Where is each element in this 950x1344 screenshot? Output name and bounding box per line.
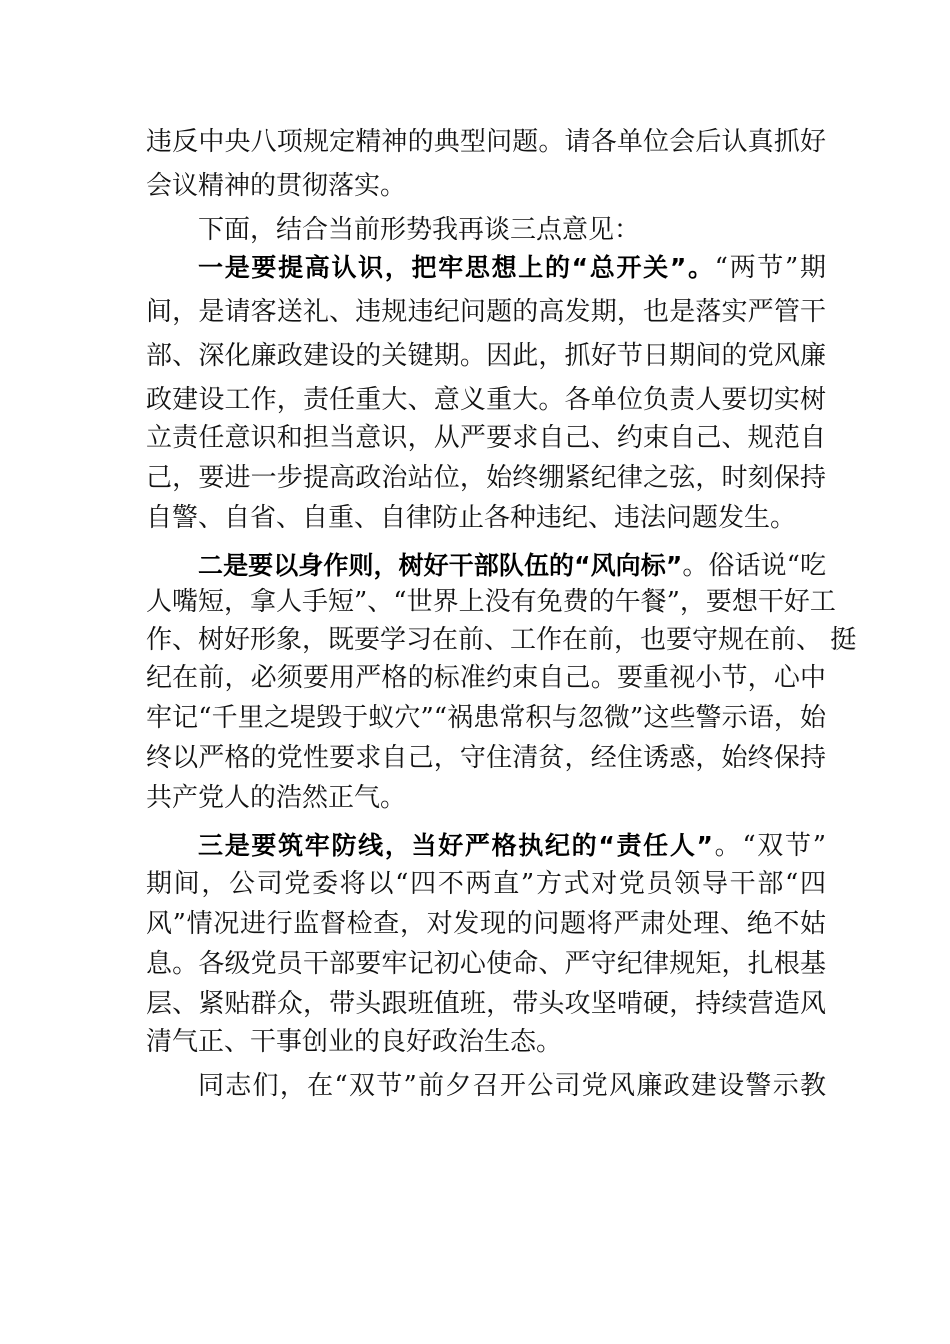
point-three-heading-line bbox=[198, 826, 826, 866]
point-one-heading-line bbox=[198, 248, 826, 288]
text-line: 牢记“千里之堤毁于蚁穴”“祸患常积与忽微”这些警示语，始 bbox=[146, 703, 826, 733]
text-line: 立责任意识和担当意识，从严要求自己、约束自己、规范自 bbox=[146, 423, 826, 453]
text-span: 。“双节” bbox=[712, 831, 826, 861]
text-line: 下面，结合当前形势我再谈三点意见： bbox=[198, 215, 641, 245]
text-span: 。俗话说“吃 bbox=[682, 551, 826, 581]
text-line: 作、树好形象，既要学习在前、工作在前，也要守规在前、 挺 bbox=[146, 625, 857, 655]
point-two-heading-line bbox=[198, 546, 826, 586]
text-line: 部、深化廉政建设的关键期。因此，抓好节日期间的党风廉 bbox=[146, 341, 826, 371]
text-span: “两节”期 bbox=[714, 253, 826, 283]
text-line: 期间，公司党委将以“四不两直”方式对党员领导干部“四 bbox=[146, 869, 826, 899]
text-line: 自警、自省、自重、自律防止各种违纪、违法问题发生。 bbox=[146, 503, 797, 533]
text-line: 风”情况进行监督检查，对发现的问题将严肃处理、绝不姑 bbox=[146, 909, 826, 939]
text-line: 人嘴短，拿人手短”、“世界上没有免费的午餐”，要想干好工 bbox=[146, 587, 836, 617]
text-line: 终以严格的党性要求自己，守住清贫，经住诱惑，始终保持 bbox=[146, 743, 826, 773]
text-line: 同志们，在“双节”前夕召开公司党风廉政建设警示教 bbox=[198, 1071, 826, 1101]
point-one-heading: 一是要提高认识，把牢思想上的“总开关”。 bbox=[198, 253, 715, 282]
text-line: 间，是请客送礼、违规违纪问题的高发期，也是落实严管干 bbox=[146, 297, 826, 327]
text-line: 共产党人的浩然正气。 bbox=[146, 783, 407, 813]
point-two-heading: 二是要以身作则，树好干部队伍的“风向标” bbox=[198, 551, 683, 580]
text-line: 会议精神的贯彻落实。 bbox=[146, 171, 407, 201]
text-line: 纪在前，必须要用严格的标准约束自己。要重视小节，心中 bbox=[146, 663, 826, 693]
text-line: 清气正、干事创业的良好政治生态。 bbox=[146, 1027, 563, 1057]
text-line: 层、紧贴群众，带头跟班值班，带头攻坚啃硬，持续营造风 bbox=[146, 989, 826, 1019]
text-line: 息。各级党员干部要牢记初心使命、严守纪律规矩，扎根基 bbox=[146, 949, 826, 979]
text-line: 己，要进一步提高政治站位，始终绷紧纪律之弦，时刻保持 bbox=[146, 463, 826, 493]
text-line: 政建设工作，责任重大、意义重大。各单位负责人要切实树 bbox=[146, 385, 826, 415]
point-three-heading: 三是要筑牢防线，当好严格执纪的“责任人” bbox=[198, 831, 713, 860]
text-line: 违反中央八项规定精神的典型问题。请各单位会后认真抓好 bbox=[146, 127, 826, 157]
